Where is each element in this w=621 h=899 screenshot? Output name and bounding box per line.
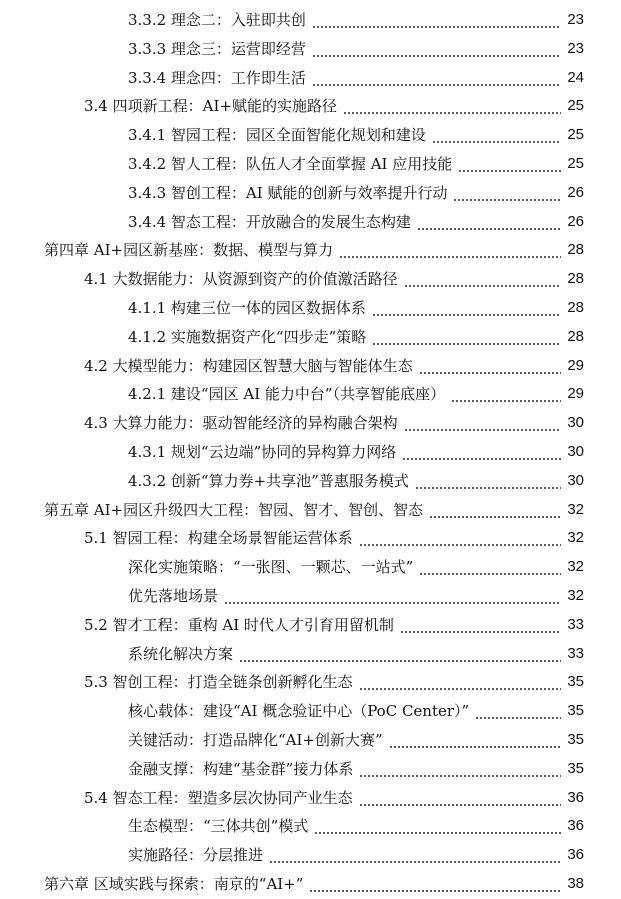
toc-entry-page-number: 25 [567,126,584,144]
toc-entry-title: 第四章 AI+园区新基座：数据、模型与算力 [44,241,334,260]
toc-entry-page-number: 30 [567,443,584,460]
toc-entry-page-number: 36 [567,846,584,864]
toc-entry-title: 4.3.2 创新“算力券+共享池”普惠服务模式 [128,471,409,490]
toc-entry-title: 4.2.1 建设“园区 AI 能力中台”（共享智能底座） [128,385,446,404]
dot-leader [419,555,561,579]
toc-entry-title: 第六章 区域实践与探索：南京的“AI+” [44,875,304,893]
dot-leader [429,498,561,522]
dot-leader [415,469,561,493]
dot-leader [269,843,561,867]
toc-entry-page-number: 32 [567,558,584,576]
dot-leader [372,296,561,320]
toc-entry[interactable] [84,354,584,378]
toc-entry-title: 4.3 大算力能力：驱动智能经济的异构融合架构 [84,414,398,433]
toc-entry-title: 5.2 智才工程：重构 AI 时代人才引育用留机制 [84,615,394,634]
dot-leader [359,757,561,781]
dot-leader [453,181,561,205]
toc-entry[interactable] [128,123,584,147]
dot-leader [312,37,561,61]
toc-entry-title: 5.3 智创工程：打造全链条创新孵化生态 [84,673,353,692]
toc-entry[interactable] [128,555,584,579]
toc-entry[interactable] [128,642,584,666]
toc-entry-page-number: 24 [567,68,584,86]
toc-entry[interactable] [44,498,584,522]
toc-entry-page-number: 28 [567,241,584,259]
toc-entry-title: 生态模型：“三体共创”模式 [128,817,309,836]
toc-entry[interactable] [128,728,584,752]
toc-entry[interactable] [128,440,584,464]
toc-entry-page-number: 23 [567,11,584,28]
dot-leader [389,728,562,752]
dot-leader [475,699,561,723]
dot-leader [343,94,561,118]
toc-entry[interactable] [128,152,584,176]
toc-entry-page-number: 32 [567,500,584,518]
dot-leader [417,210,561,234]
toc-entry[interactable] [128,814,584,838]
dot-leader [239,642,561,666]
toc-entry-page-number: 30 [567,471,584,489]
toc-entry-title: 关键活动：打造品牌化“AI+创新大赛” [128,731,383,749]
toc-entry[interactable] [44,872,584,896]
toc-entry-title: 5.1 智园工程：构建全场景智能运营体系 [84,529,353,548]
dot-leader [312,8,561,32]
toc-entry-title: 实施路径：分层推进 [128,846,264,865]
toc-entry-title: 4.3.1 规划“云边端”协同的异构算力网络 [128,443,397,461]
toc-entry-page-number: 26 [567,183,584,201]
dot-leader [451,382,561,406]
toc-entry-title: 5.4 智态工程：塑造多层次协同产业生态 [84,788,353,807]
toc-entry[interactable] [128,699,584,723]
toc-entry-page-number: 38 [567,875,584,892]
toc-entry-title: 系统化解决方案 [128,644,234,663]
toc-entry[interactable] [84,670,584,694]
toc-entry[interactable] [128,325,584,349]
dot-leader [419,354,562,378]
dot-leader [359,786,562,810]
dot-leader [404,411,562,435]
toc-entry[interactable] [84,613,584,637]
toc-entry-title: 4.1.1 构建三位一体的园区数据体系 [128,299,366,317]
toc-entry[interactable] [84,786,584,810]
toc-entry[interactable] [128,8,584,32]
toc-entry[interactable] [128,181,584,205]
toc-entry-title: 4.2 大模型能力：构建园区智慧大脑与智能体生态 [84,356,413,375]
toc-entry-title: 金融支撑：构建“基金群”接力体系 [128,759,354,778]
toc-entry-page-number: 23 [567,39,584,57]
toc-entry-page-number: 25 [567,97,584,115]
dot-leader [458,152,561,176]
toc-entry[interactable] [128,843,584,867]
toc-entry-page-number: 35 [567,759,584,777]
toc-entry[interactable] [44,238,584,262]
toc-entry-page-number: 36 [567,788,584,806]
toc-entry-title: 3.4.2 智人工程：队伍人才全面掌握 AI 应用技能 [128,155,453,173]
toc-entry-page-number: 28 [567,299,584,316]
toc-entry-page-number: 35 [567,702,584,720]
toc-entry[interactable] [84,411,584,435]
toc-entry-page-number: 25 [567,155,584,172]
toc-entry-page-number: 29 [567,356,584,374]
dot-leader [309,872,561,896]
dot-leader [312,66,561,90]
toc-entry-page-number: 35 [567,673,584,691]
toc-entry[interactable] [128,584,584,608]
toc-entry-page-number: 36 [567,817,584,835]
toc-entry[interactable] [128,757,584,781]
dot-leader [404,267,562,291]
dot-leader [224,584,561,608]
toc-entry[interactable] [84,267,584,291]
toc-entry[interactable] [84,526,584,550]
toc-entry-title: 深化实施策略：“一张图、一颗芯、一站式” [128,558,414,577]
toc-entry-page-number: 35 [567,731,584,748]
toc-entry[interactable] [128,37,584,61]
toc-entry-title: 3.3.4 理念四：工作即生活 [128,68,306,87]
toc-entry-page-number: 33 [567,644,584,662]
toc-entry-page-number: 28 [567,327,584,345]
toc-entry-title: 3.4.4 智态工程：开放融合的发展生态构建 [128,212,411,231]
toc-entry[interactable] [128,382,584,406]
toc-entry-title: 3.4.3 智创工程：AI 赋能的创新与效率提升行动 [128,183,448,202]
dot-leader [339,238,561,262]
dot-leader [400,613,561,637]
dot-leader [372,325,561,349]
dot-leader [314,814,561,838]
toc-entry-title: 4.1 大数据能力：从资源到资产的价值激活路径 [84,270,398,289]
toc-entry-title: 优先落地场景 [128,587,219,605]
toc-entry-title: 4.1.2 实施数据资产化“四步走”策略 [128,327,367,346]
toc-entry[interactable] [128,210,584,234]
toc-entry[interactable] [128,469,584,493]
dot-leader [402,440,561,464]
toc-entry-title: 3.3.2 理念二：入驻即共创 [128,11,306,29]
toc-entry-title: 3.4.1 智园工程：园区全面智能化规划和建设 [128,126,426,145]
toc-entry-title: 核心载体：建设“AI 概念验证中心（PoC Center）” [128,702,470,721]
toc-entry-page-number: 30 [567,414,584,432]
toc-entry-page-number: 32 [567,587,584,604]
toc-entry-title: 3.4 四项新工程：AI+赋能的实施路径 [84,97,337,116]
toc-entry[interactable] [84,94,584,118]
toc-entry-title: 第五章 AI+园区升级四大工程：智园、智才、智创、智态 [44,500,424,519]
toc-entry-page-number: 28 [567,270,584,288]
dot-leader [359,526,562,550]
toc-entry-page-number: 29 [567,385,584,403]
dot-leader [432,123,561,147]
toc-entry-page-number: 33 [567,615,584,633]
toc-entry-title: 3.3.3 理念三：运营即经营 [128,39,306,58]
toc-entry[interactable] [128,66,584,90]
dot-leader [359,670,562,694]
toc-entry-page-number: 32 [567,529,584,547]
toc-entry[interactable] [128,296,584,320]
toc-entry-page-number: 26 [567,212,584,230]
